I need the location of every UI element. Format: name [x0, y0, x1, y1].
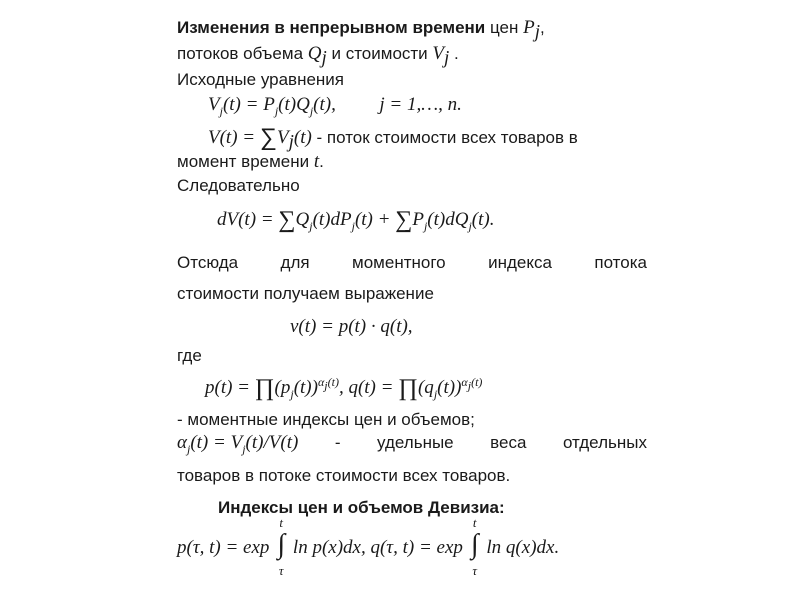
eq2-v: V: [276, 127, 289, 148]
eq1-mid2: (t)Q: [278, 94, 310, 115]
eq1-sub2: j: [274, 103, 279, 118]
eq5-at: (t): [327, 374, 339, 389]
eq6-mid2: (t)/V(t): [245, 432, 299, 453]
integral-lower: τ: [472, 563, 477, 578]
para1-word: Отсюда: [177, 253, 239, 272]
eq3-q: Q: [295, 209, 310, 230]
equation-2: [208, 124, 578, 153]
symbol-V: V: [432, 43, 445, 64]
eq5-asub: j: [324, 378, 328, 393]
paragraph-1-line-2: стоимости получаем выражение: [177, 284, 434, 303]
heading-tail: цен: [485, 18, 524, 37]
integral-2: [468, 515, 482, 578]
sum-symbol-2: ∑: [395, 207, 413, 233]
eq5-pjt: (t)): [293, 377, 318, 398]
eq7-body2: ln q(x)dx.: [481, 537, 560, 558]
eq5-qjt: (t)): [437, 377, 462, 398]
eq5-qj: (q: [417, 377, 434, 398]
eq6-sub: j: [186, 441, 191, 456]
paragraph-1-line-1: [177, 253, 647, 273]
eq2-line2-text: момент времени: [177, 152, 314, 171]
eq3-mid1: (t)dP: [312, 209, 352, 230]
equation-4: v(t) = p(t) · q(t),: [290, 316, 413, 337]
eq2-line2-t: t: [313, 151, 320, 172]
eq1-sub: j: [219, 103, 223, 118]
symbol-P-sub: j: [534, 21, 540, 43]
initial-eq-label: Исходные уравнения: [177, 70, 344, 89]
equation-5: [205, 374, 483, 401]
eq2-sub: j: [288, 131, 294, 153]
heading-line2-text1: потоков объема: [177, 44, 308, 63]
eq6-word: отдельных: [562, 433, 647, 452]
eq3-mid3: (t)dQ: [427, 209, 469, 230]
para1-word: для: [280, 253, 310, 272]
integral-symbol: ∫: [470, 529, 479, 560]
eq1-tail: (t),: [313, 94, 336, 115]
eq5-sep: , q(t) =: [338, 377, 399, 398]
eq5-p: p(t) =: [205, 377, 255, 398]
eq7-body1: ln p(x)dx,: [288, 537, 366, 558]
therefore-label: Следовательно: [177, 176, 300, 195]
heading-line2-text2: и стоимости: [326, 44, 433, 63]
eq1-mid: (t) = P: [222, 94, 275, 115]
heading-line-1: [177, 17, 545, 43]
equation-1: [208, 94, 462, 118]
eq1-sub3: j: [309, 103, 314, 118]
eq7-lhs2: q(τ, t) = exp: [365, 537, 463, 558]
symbol-V-sub: j: [444, 47, 450, 69]
eq1-left: V: [208, 94, 220, 115]
integral-1: [274, 515, 288, 578]
equation-2-line-2: [177, 152, 324, 172]
eq5-qjsub: j: [433, 386, 438, 401]
equation-3: [217, 207, 495, 233]
eq6-formula: [177, 432, 299, 456]
eq2-t: (t): [293, 127, 312, 148]
sum-symbol-1: ∑: [278, 207, 296, 233]
para1-word: индекса: [488, 253, 552, 272]
alpha-symbol: α: [461, 374, 468, 389]
heading-comma: ,: [540, 18, 545, 37]
heading-bold: Изменения в непрерывном времени: [177, 18, 486, 37]
where-label: где: [177, 346, 202, 365]
eq3-psub: j: [351, 218, 355, 233]
integral-upper: t: [279, 515, 283, 530]
heading-dot: .: [449, 44, 459, 63]
eq5-asub2: j: [467, 378, 472, 393]
product-symbol-2: ∏: [398, 375, 418, 401]
eq2-text: - поток стоимости всех товаров в: [311, 128, 578, 147]
symbol-Q-sub: j: [321, 47, 327, 69]
integral-symbol: ∫: [277, 529, 285, 560]
eq3-psub2: j: [423, 218, 428, 233]
eq6-word: -: [334, 433, 341, 452]
integral-lower: τ: [278, 563, 284, 578]
eq1-range: j = 1,…, n.: [379, 94, 462, 115]
eq6-vsub: j: [242, 441, 246, 456]
equation-7: [177, 515, 560, 578]
sum-symbol: ∑: [259, 124, 277, 151]
eq5-pjsub: j: [290, 386, 294, 401]
eq3-lhs: dV(t) =: [217, 209, 279, 230]
eq3-qsub: j: [309, 218, 313, 233]
symbol-P: P: [523, 17, 535, 38]
eq6-word: удельные: [377, 433, 454, 452]
equation-6: [177, 432, 647, 456]
eq3-mid2: (t) +: [354, 209, 396, 230]
product-symbol-1: ∏: [254, 375, 275, 401]
equation-6-line-2: товаров в потоке стоимости всех товаров.: [177, 466, 511, 485]
eq5-at2: (t): [471, 374, 483, 389]
eq5-pj: (p: [274, 377, 291, 398]
eq3-qsub2: j: [468, 218, 472, 233]
alpha-symbol: α: [177, 432, 187, 453]
eq3-end: (t).: [471, 209, 495, 230]
eq2-left: V(t) =: [208, 127, 260, 148]
eq6-mid: (t) = V: [190, 432, 243, 453]
para1-word: моментного: [352, 253, 446, 272]
moment-indices-line: - моментные индексы цен и объемов;: [177, 410, 475, 429]
eq2-line2-dot: .: [319, 152, 324, 171]
symbol-Q: Q: [307, 43, 322, 64]
para1-word: потока: [594, 253, 647, 272]
eq7-lhs1: p(τ, t) = exp: [177, 537, 270, 558]
eq3-p: P: [412, 209, 424, 230]
heading-line-2: [177, 43, 459, 69]
integral-upper: t: [472, 515, 477, 530]
divisia-heading: Индексы цен и объемов Девизиа:: [218, 498, 505, 517]
eq6-word: веса: [490, 433, 527, 452]
alpha-symbol: α: [317, 374, 325, 389]
